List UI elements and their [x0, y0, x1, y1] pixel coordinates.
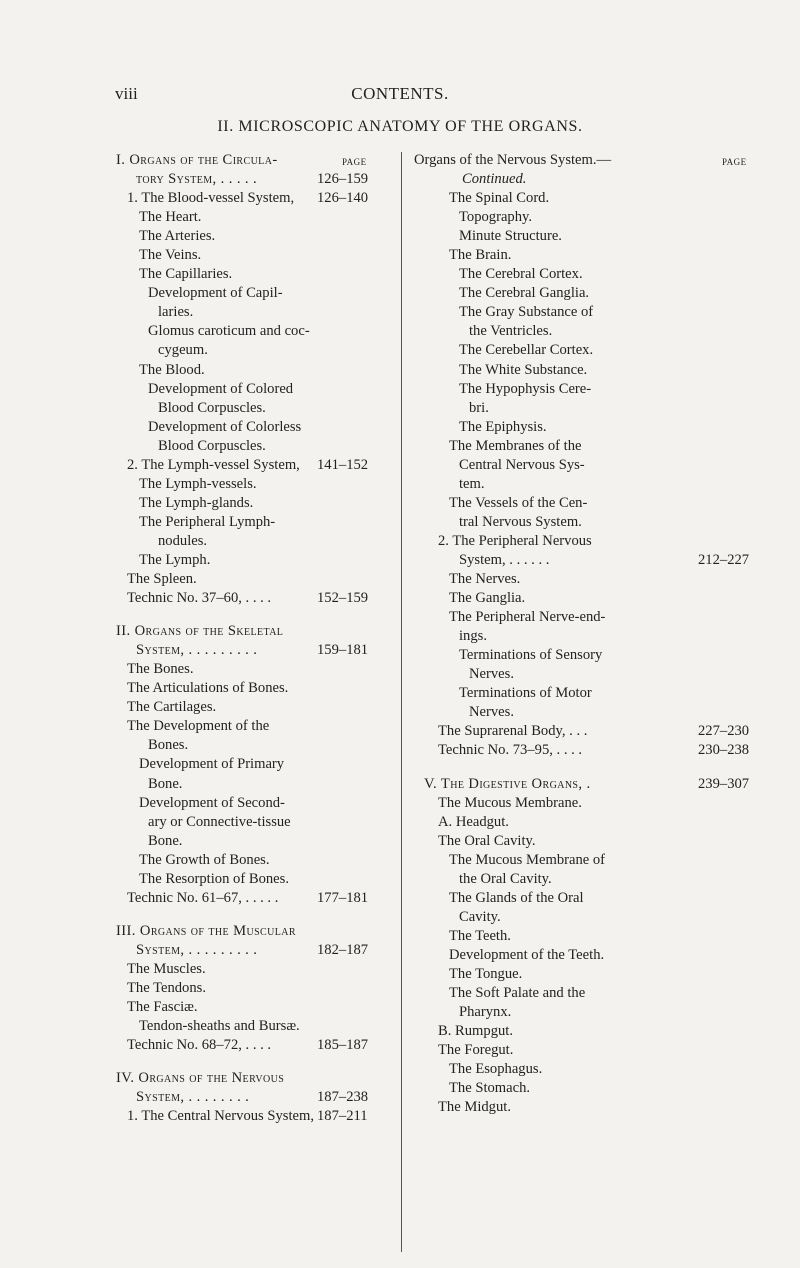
page-number: viii — [115, 84, 138, 103]
toc-entry-text: Tendon-sheaths and Bursæ. — [139, 1018, 300, 1035]
toc-entry — [414, 341, 744, 360]
toc-entry — [116, 941, 406, 960]
toc-entry-text: The Cartilages. — [127, 699, 217, 716]
toc-entry — [116, 341, 406, 360]
toc-entry-text: System, . . . . . . — [459, 551, 550, 568]
toc-entry — [116, 189, 406, 208]
toc-entry — [116, 1107, 406, 1126]
toc-page-range: 239–307 — [698, 775, 750, 792]
toc-entry-text: Central Nervous Sys- — [459, 456, 585, 473]
toc-entry — [414, 265, 744, 284]
toc-entry-text: The Lymph-glands. — [139, 494, 254, 511]
toc-entry — [116, 794, 406, 813]
toc-entry-text: The Teeth. — [449, 927, 511, 944]
toc-entry-text: the Ventricles. — [469, 323, 553, 340]
toc-entry — [116, 679, 406, 698]
toc-entry-text: The Nerves. — [449, 571, 521, 588]
page-column-label: PAGE — [342, 157, 367, 167]
toc-entry-text: The Growth of Bones. — [139, 851, 270, 868]
toc-entry — [414, 399, 744, 418]
toc-page-range: 177–181 — [317, 889, 369, 906]
toc-entry-text: The Stomach. — [449, 1080, 531, 1097]
toc-entry — [414, 851, 744, 870]
toc-entry — [414, 151, 747, 170]
toc-entry — [414, 927, 744, 946]
toc-entry-text: Technic No. 68–72, . . . . — [127, 1037, 272, 1054]
toc-entry — [414, 1041, 744, 1060]
toc-entry — [414, 722, 750, 741]
toc-entry-text: Nerves. — [469, 704, 514, 721]
toc-entry — [116, 889, 406, 908]
toc-entry-text: The Muscles. — [127, 960, 206, 977]
toc-entry — [414, 418, 744, 437]
toc-entry — [414, 703, 744, 722]
toc-entry-text: The Spleen. — [127, 571, 197, 588]
toc-entry-text: ings. — [459, 628, 487, 645]
toc-entry-text: The Cerebral Ganglia. — [459, 285, 590, 302]
toc-entry-text: Organs of the Nervous System.— — [414, 152, 612, 168]
toc-entry — [414, 456, 744, 475]
toc-entry — [116, 380, 406, 399]
toc-entry — [116, 513, 406, 532]
toc-entry — [116, 755, 406, 774]
toc-entry — [116, 551, 406, 570]
toc-entry — [414, 889, 744, 908]
toc-entry — [414, 813, 744, 832]
toc-entry — [116, 717, 406, 736]
toc-entry-text: Bone. — [148, 775, 183, 792]
toc-entry — [116, 303, 406, 322]
toc-entry-text: Continued. — [462, 171, 527, 188]
toc-entry-text: Terminations of Sensory — [459, 647, 603, 664]
toc-entry — [116, 361, 406, 380]
toc-entry-text: The Lymph-vessels. — [139, 475, 257, 492]
toc-entry — [116, 1036, 406, 1055]
toc-entry-text: The Blood. — [139, 361, 205, 378]
toc-entry-text: nodules. — [158, 532, 208, 549]
toc-entry — [414, 1003, 744, 1022]
toc-entry — [414, 589, 744, 608]
toc-entry-text: Cavity. — [459, 908, 501, 925]
toc-entry — [414, 1022, 744, 1041]
toc-entry — [116, 284, 406, 303]
toc-entry-text: II. Organs of the Skeletal — [116, 623, 284, 640]
toc-entry-text: The Suprarenal Body, . . . — [438, 723, 588, 740]
toc-entry — [116, 589, 406, 608]
toc-entry — [414, 475, 744, 494]
toc-entry-text: The Cerebral Cortex. — [459, 266, 583, 283]
toc-entry — [414, 380, 744, 399]
toc-entry-text: The Mucous Membrane of — [449, 851, 606, 868]
toc-entry-text: The Spinal Cord. — [449, 190, 550, 207]
toc-entry — [116, 813, 406, 832]
toc-entry — [414, 208, 744, 227]
toc-entry-text: The Capillaries. — [139, 266, 233, 283]
toc-entry — [116, 1017, 406, 1036]
toc-entry-text: Topography. — [459, 209, 533, 226]
toc-entry-text: The Fasciæ. — [127, 999, 198, 1016]
toc-entry-text: The Oral Cavity. — [438, 832, 536, 849]
toc-entry-text: The Peripheral Lymph- — [139, 513, 276, 530]
section-gap — [414, 761, 744, 775]
toc-entry — [116, 151, 406, 170]
toc-entry — [414, 965, 744, 984]
toc-entry — [116, 456, 406, 475]
toc-entry — [116, 851, 406, 870]
toc-entry — [116, 570, 406, 589]
toc-page-range: 212–227 — [698, 551, 750, 568]
toc-entry — [116, 227, 406, 246]
page-header — [0, 84, 800, 108]
toc-entry — [414, 1060, 744, 1079]
toc-entry-text: ary or Connective-tissue — [148, 813, 291, 830]
toc-entry-text: The Glands of the Oral — [449, 889, 584, 906]
toc-entry-text: 2. The Peripheral Nervous — [438, 532, 592, 549]
toc-entry — [116, 736, 406, 755]
toc-entry-text: Blood Corpuscles. — [158, 437, 266, 454]
toc-entry — [414, 189, 744, 208]
toc-entry — [414, 361, 744, 380]
toc-entry — [414, 627, 744, 646]
toc-entry-text: The Epiphysis. — [459, 418, 547, 435]
toc-entry — [116, 494, 406, 513]
toc-entry — [116, 475, 406, 494]
toc-entry — [414, 946, 744, 965]
toc-entry — [116, 622, 406, 641]
toc-entry — [414, 246, 744, 265]
toc-entry-text: Development of Colored — [148, 380, 294, 397]
toc-entry-text: The Lymph. — [139, 551, 211, 568]
toc-page-range: 126–140 — [317, 190, 369, 207]
toc-entry-text: The Mucous Membrane. — [438, 794, 582, 811]
toc-page-range: 230–238 — [698, 742, 750, 759]
toc-entry-text: The Membranes of the — [449, 437, 582, 454]
contents-right-column — [414, 151, 750, 1117]
toc-entry — [414, 513, 744, 532]
toc-entry-text: Development of Capil- — [148, 285, 283, 302]
toc-entry — [414, 170, 744, 189]
toc-entry-text: The Vessels of the Cen- — [449, 494, 588, 511]
toc-entry — [116, 870, 406, 889]
toc-entry — [414, 665, 744, 684]
toc-entry-text: System, . . . . . . . . . — [136, 642, 258, 659]
toc-page-range: 185–187 — [317, 1037, 369, 1054]
toc-page-range: 187–238 — [317, 1089, 369, 1106]
toc-entry-text: The Foregut. — [438, 1042, 514, 1059]
toc-entry — [414, 608, 744, 627]
toc-entry-text: The Esophagus. — [449, 1061, 543, 1078]
section-gap — [116, 908, 406, 922]
toc-entry-text: Terminations of Motor — [459, 685, 592, 702]
toc-entry-text: The Ganglia. — [449, 590, 526, 607]
toc-entry-text: Development of the Teeth. — [449, 946, 605, 963]
toc-entry-text: The Cerebellar Cortex. — [459, 342, 594, 359]
toc-page-range: 152–159 — [317, 590, 369, 607]
column-divider — [401, 152, 402, 1252]
toc-entry-text: Bones. — [148, 737, 189, 754]
toc-entry — [116, 1088, 406, 1107]
toc-entry — [414, 1079, 744, 1098]
toc-entry — [414, 437, 744, 456]
toc-page-range: 182–187 — [317, 941, 369, 958]
toc-page-range: 227–230 — [698, 723, 750, 740]
contents-left-column — [116, 151, 406, 1126]
toc-entry — [414, 227, 744, 246]
toc-entry — [116, 418, 406, 437]
toc-entry — [414, 984, 744, 1003]
toc-entry — [414, 646, 744, 665]
toc-entry-text: Pharynx. — [459, 1004, 512, 1021]
toc-entry — [414, 551, 750, 570]
toc-entry-text: The Gray Substance of — [459, 304, 594, 321]
toc-entry-text: Nerves. — [469, 666, 514, 683]
toc-entry-text: I. Organs of the Circula- — [116, 152, 278, 168]
page-title: CONTENTS. — [351, 84, 449, 103]
toc-entry — [116, 208, 406, 227]
toc-entry-text: The Arteries. — [139, 228, 216, 245]
toc-entry — [414, 775, 750, 794]
toc-entry — [116, 960, 406, 979]
toc-page-range: 126–159 — [317, 171, 369, 188]
toc-entry-text: 1. The Central Nervous System, — [127, 1108, 314, 1125]
toc-entry — [116, 265, 406, 284]
toc-entry-text: The Heart. — [139, 209, 202, 226]
toc-entry-text: V. The Digestive Organs, . — [424, 775, 591, 792]
section-title: II. MICROSCOPIC ANATOMY OF THE ORGANS. — [217, 118, 583, 135]
toc-entry — [414, 322, 744, 341]
toc-entry-text: the Oral Cavity. — [459, 870, 552, 887]
toc-entry — [116, 660, 406, 679]
toc-entry-text: The Veins. — [139, 247, 202, 264]
toc-entry — [116, 698, 406, 717]
toc-entry-text: The Peripheral Nerve-end- — [449, 609, 606, 626]
section-gap — [116, 1055, 406, 1069]
toc-entry-text: tory System, . . . . . — [136, 171, 258, 188]
toc-entry — [116, 922, 406, 941]
toc-entry — [116, 246, 406, 265]
toc-entry-text: The Hypophysis Cere- — [459, 380, 592, 397]
toc-entry — [414, 741, 750, 760]
toc-entry — [116, 979, 406, 998]
toc-entry — [116, 170, 406, 189]
toc-entry-text: The Soft Palate and the — [449, 985, 586, 1002]
page-column-label: PAGE — [722, 157, 747, 167]
toc-entry — [414, 494, 744, 513]
toc-entry-text: laries. — [158, 304, 194, 321]
toc-entry — [116, 322, 406, 341]
toc-entry — [414, 303, 744, 322]
toc-entry — [414, 570, 744, 589]
toc-entry — [116, 437, 406, 456]
toc-entry — [116, 399, 406, 418]
toc-entry-text: Development of Second- — [139, 794, 285, 811]
toc-entry-text: B. Rumpgut. — [438, 1023, 514, 1040]
toc-entry — [414, 684, 744, 703]
toc-entry-text: The Articulations of Bones. — [127, 680, 289, 697]
toc-entry-text: The Development of the — [127, 718, 270, 735]
toc-page-range: 187–211 — [317, 1108, 368, 1125]
toc-entry-text: Development of Colorless — [148, 418, 302, 435]
toc-entry — [414, 870, 744, 889]
toc-entry — [414, 1098, 744, 1117]
toc-entry-text: System, . . . . . . . . . — [136, 941, 258, 958]
toc-entry-text: 2. The Lymph-vessel System, — [127, 456, 300, 473]
toc-entry-text: cygeum. — [158, 342, 208, 359]
toc-entry-text: The Midgut. — [438, 1099, 511, 1116]
toc-entry-text: tem. — [459, 475, 485, 492]
toc-entry — [414, 532, 744, 551]
toc-entry-text: System, . . . . . . . . — [136, 1089, 250, 1106]
toc-entry-text: Technic No. 37–60, . . . . — [127, 590, 272, 607]
toc-entry-text: tral Nervous System. — [459, 513, 582, 530]
toc-entry-text: The Tongue. — [449, 965, 523, 982]
toc-entry-text: The White Substance. — [459, 361, 588, 378]
toc-entry-text: The Resorption of Bones. — [139, 870, 289, 887]
toc-entry — [116, 998, 406, 1017]
toc-entry-text: The Brain. — [449, 247, 512, 264]
toc-entry-text: Development of Primary — [139, 756, 285, 773]
toc-entry — [116, 532, 406, 551]
toc-entry-text: A. Headgut. — [438, 813, 509, 830]
toc-entry-text: bri. — [469, 399, 489, 416]
toc-entry — [414, 284, 744, 303]
toc-entry-text: Technic No. 61–67, . . . . . — [127, 889, 279, 906]
toc-entry-text: IV. Organs of the Nervous — [116, 1070, 285, 1087]
section-gap — [116, 608, 406, 622]
toc-entry-text: Blood Corpuscles. — [158, 399, 266, 416]
toc-entry — [116, 775, 406, 794]
toc-entry — [414, 794, 744, 813]
toc-entry — [414, 832, 744, 851]
toc-entry-text: The Tendons. — [127, 979, 206, 996]
toc-entry-text: III. Organs of the Muscular — [116, 922, 296, 939]
toc-entry — [414, 908, 744, 927]
toc-page-range: 159–181 — [317, 642, 369, 659]
toc-entry — [116, 832, 406, 851]
toc-page-range: 141–152 — [317, 456, 369, 473]
toc-entry-text: The Bones. — [127, 661, 194, 678]
toc-entry-text: Bone. — [148, 832, 183, 849]
toc-entry — [116, 1069, 406, 1088]
toc-entry-text: Technic No. 73–95, . . . . — [438, 742, 583, 759]
toc-entry — [116, 641, 406, 660]
toc-entry-text: Glomus caroticum and coc- — [148, 323, 310, 340]
toc-entry-text: 1. The Blood-vessel System, — [127, 190, 295, 207]
toc-entry-text: Minute Structure. — [459, 228, 562, 245]
